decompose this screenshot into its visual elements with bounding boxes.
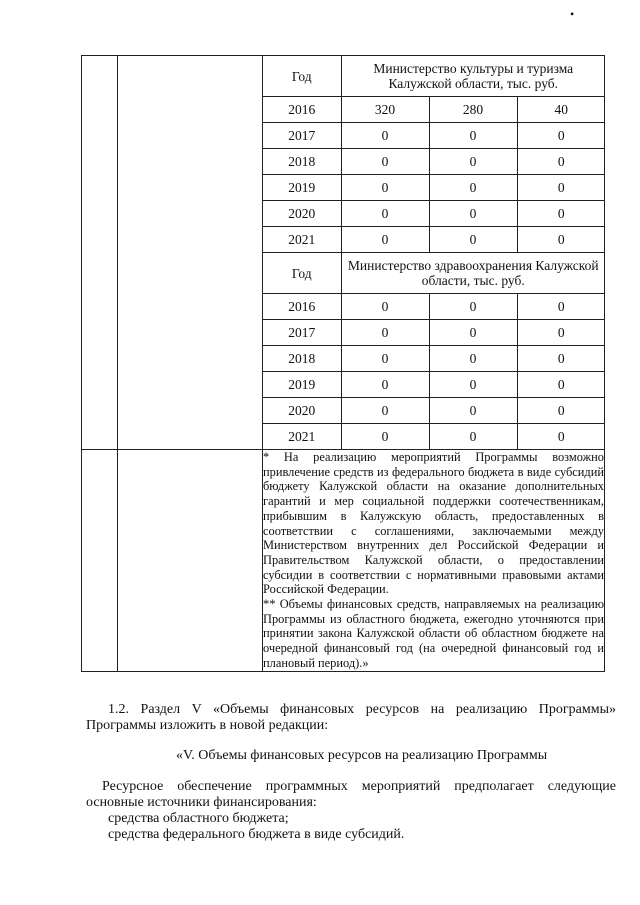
ministry-header: Министерство культуры и туризма Калужской области, тыс. руб. <box>341 56 605 97</box>
value-cell: 0 <box>517 424 605 450</box>
table-row <box>263 294 605 320</box>
table-row <box>263 346 605 372</box>
section-title: «V. Объемы финансовых ресурсов на реализацию Программы <box>176 748 548 763</box>
value-cell: 0 <box>517 372 605 398</box>
notes-cell <box>263 450 605 672</box>
empty-label-cell <box>118 450 263 672</box>
value-cell: 0 <box>341 372 429 398</box>
paragraph-resources: Ресурсное обеспечение программных мероприятий предполагает следующие основные источники финансирования: <box>86 779 616 810</box>
footnote-2: ** Объемы финансовых средств, направляемых на реализацию Программы из областного бюджета, ежегодно уточняются при принятии закона Калужской области об областном бюджете на очередной финансовый год (на очередной финансовый год и плановый период).» <box>263 597 604 670</box>
funding-cell <box>263 56 605 450</box>
value-cell: 0 <box>429 123 517 149</box>
table-row <box>263 227 605 253</box>
empty-label-cell <box>118 56 263 450</box>
notes-row <box>82 450 605 672</box>
value-cell: 0 <box>517 123 605 149</box>
value-cell: 0 <box>341 346 429 372</box>
value-cell: 0 <box>517 149 605 175</box>
empty-number-cell <box>82 56 118 450</box>
value-cell: 0 <box>429 372 517 398</box>
year-cell: 2018 <box>263 346 341 372</box>
value-cell: 320 <box>341 97 429 123</box>
value-cell: 0 <box>517 346 605 372</box>
value-cell: 0 <box>517 201 605 227</box>
table-row <box>263 201 605 227</box>
funding-row <box>82 56 605 450</box>
year-cell: 2016 <box>263 294 341 320</box>
value-cell: 0 <box>429 175 517 201</box>
year-cell: 2016 <box>263 97 341 123</box>
value-cell: 0 <box>517 320 605 346</box>
value-cell: 0 <box>517 227 605 253</box>
empty-number-cell <box>82 450 118 672</box>
table-row <box>263 320 605 346</box>
year-cell: 2020 <box>263 201 341 227</box>
list-item-federal-budget: средства федерального бюджета в виде субсидий. <box>108 827 405 842</box>
year-cell: 2017 <box>263 123 341 149</box>
list-item-regional-budget: средства областного бюджета; <box>108 811 289 826</box>
value-cell: 0 <box>341 320 429 346</box>
value-cell: 0 <box>341 294 429 320</box>
value-cell: 0 <box>429 149 517 175</box>
year-cell: 2018 <box>263 149 341 175</box>
value-cell: 0 <box>429 294 517 320</box>
value-cell: 0 <box>341 175 429 201</box>
value-cell: 0 <box>517 294 605 320</box>
value-cell: 0 <box>341 424 429 450</box>
value-cell: 0 <box>341 149 429 175</box>
table-row <box>263 398 605 424</box>
paragraph-section-change: 1.2. Раздел V «Объемы финансовых ресурсов на реализацию Программы» Программы изложить в новой редакции: <box>86 702 616 733</box>
table-row <box>263 97 605 123</box>
year-cell: 2019 <box>263 372 341 398</box>
table-row <box>263 123 605 149</box>
value-cell: 0 <box>429 398 517 424</box>
value-cell: 0 <box>517 398 605 424</box>
table-row <box>263 149 605 175</box>
value-cell: 0 <box>517 175 605 201</box>
year-cell: 2021 <box>263 227 341 253</box>
ministry-header: Министерство здравоохранения Калужской области, тыс. руб. <box>341 253 605 294</box>
funding-table <box>263 56 605 449</box>
table-row <box>263 175 605 201</box>
table-header-row <box>263 56 605 97</box>
value-cell: 0 <box>341 227 429 253</box>
value-cell: 0 <box>429 424 517 450</box>
year-cell: 2020 <box>263 398 341 424</box>
value-cell: 0 <box>429 227 517 253</box>
year-cell: 2017 <box>263 320 341 346</box>
value-cell: 0 <box>341 201 429 227</box>
value-cell: 0 <box>429 320 517 346</box>
value-cell: 0 <box>429 201 517 227</box>
value-cell: 0 <box>341 398 429 424</box>
footnote-1: * На реализацию мероприятий Программы возможно привлечение средств из федерального бюджета в виде субсидий бюджету Калужской области на оказание дополнительных гарантий и мер социальной поддержки соотечественникам, прибывшим в Калужскую область, предоставленных в соответствии с соглашениями, заключаемыми между Министерством внутренних дел Российской Федерации и Правительством Калужской области, о предоставлении субсидии в соответствии с нормативными правовыми актами Российской Федерации. <box>263 450 604 597</box>
value-cell: 0 <box>341 123 429 149</box>
year-header: Год <box>263 253 341 294</box>
page-mark: • <box>570 7 575 21</box>
year-cell: 2019 <box>263 175 341 201</box>
value-cell: 0 <box>429 346 517 372</box>
table-header-row <box>263 253 605 294</box>
year-header: Год <box>263 56 341 97</box>
value-cell: 40 <box>517 97 605 123</box>
table-row <box>263 372 605 398</box>
value-cell: 280 <box>429 97 517 123</box>
year-cell: 2021 <box>263 424 341 450</box>
program-table <box>81 55 605 672</box>
table-row <box>263 424 605 450</box>
